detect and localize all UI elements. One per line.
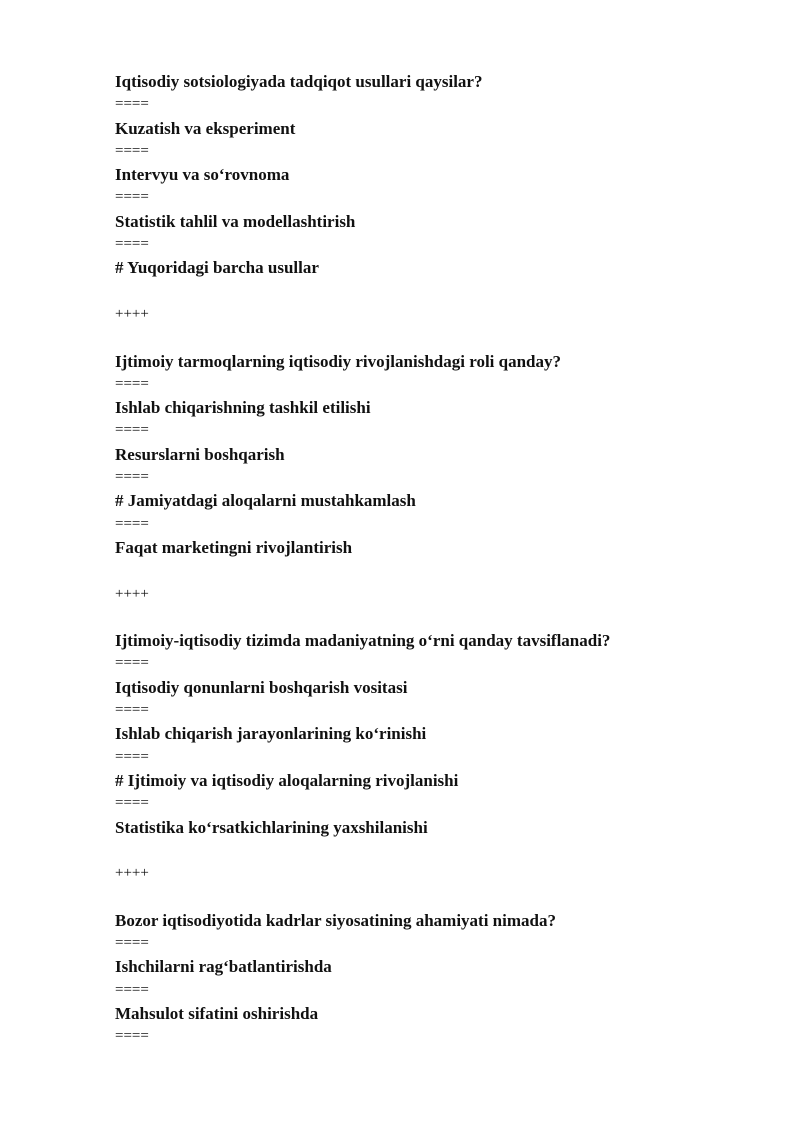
option-separator: ====: [115, 1028, 149, 1045]
question-text: Bozor iqtisodiyotida kadrlar siyosatining ahamiyati nimada?: [115, 910, 556, 930]
answer-option: Statistik tahlil va modellashtirish: [115, 211, 356, 231]
option-separator: ====: [115, 748, 149, 765]
option-separator: ====: [115, 795, 149, 812]
option-separator: ====: [115, 515, 149, 532]
question-text: Ijtimoiy tarmoqlarning iqtisodiy rivojlanishdagi roli qanday?: [115, 351, 562, 371]
option-separator: ====: [115, 375, 149, 392]
answer-option: Mahsulot sifatini oshirishda: [115, 1003, 319, 1023]
correct-answer-option: # Jamiyatdagi aloqalarni mustahkamlash: [115, 491, 416, 511]
answer-option: Resurslarni boshqarish: [115, 444, 285, 464]
answer-option: Intervyu va so‘rovnoma: [115, 165, 290, 185]
answer-option: Statistika ko‘rsatkichlarining yaxshilanishi: [115, 817, 428, 837]
block-separator: ++++: [115, 305, 149, 322]
option-separator: ====: [115, 655, 149, 672]
option-separator: ====: [115, 469, 149, 486]
option-separator: ====: [115, 702, 149, 719]
answer-option: Ishlab chiqarishning tashkil etilishi: [115, 398, 371, 418]
question-text: Ijtimoiy-iqtisodiy tizimda madaniyatning o‘rni qanday tavsiflanadi?: [115, 631, 611, 651]
answer-option: Kuzatish va eksperiment: [115, 118, 296, 138]
option-separator: ====: [115, 422, 149, 439]
block-separator: ++++: [115, 585, 149, 602]
option-separator: ====: [115, 142, 149, 159]
question-block-3: [115, 629, 755, 839]
option-separator: ====: [115, 96, 149, 113]
option-separator: ====: [115, 934, 149, 951]
question-text: Iqtisodiy sotsiologiyada tadqiqot usullari qaysilar?: [115, 72, 483, 91]
option-separator: ====: [115, 189, 149, 206]
correct-answer-option: # Ijtimoiy va iqtisodiy aloqalarning rivojlanishi: [115, 770, 459, 790]
block-separator: ++++: [115, 865, 149, 882]
question-block-4: [115, 909, 755, 1049]
question-block-1: [115, 70, 755, 280]
option-separator: ====: [115, 236, 149, 253]
option-separator: ====: [115, 981, 149, 998]
answer-option: Faqat marketingni rivojlantirish: [115, 537, 353, 557]
question-block-2: [115, 350, 755, 560]
answer-option: Ishchilarni rag‘batlantirishda: [115, 957, 332, 977]
document-body: [115, 70, 755, 1048]
answer-option: Ishlab chiqarish jarayonlarining ko‘rinishi: [115, 724, 427, 744]
correct-answer-option: # Yuqoridagi barcha usullar: [115, 258, 319, 278]
answer-option: Iqtisodiy qonunlarni boshqarish vositasi: [115, 677, 408, 697]
